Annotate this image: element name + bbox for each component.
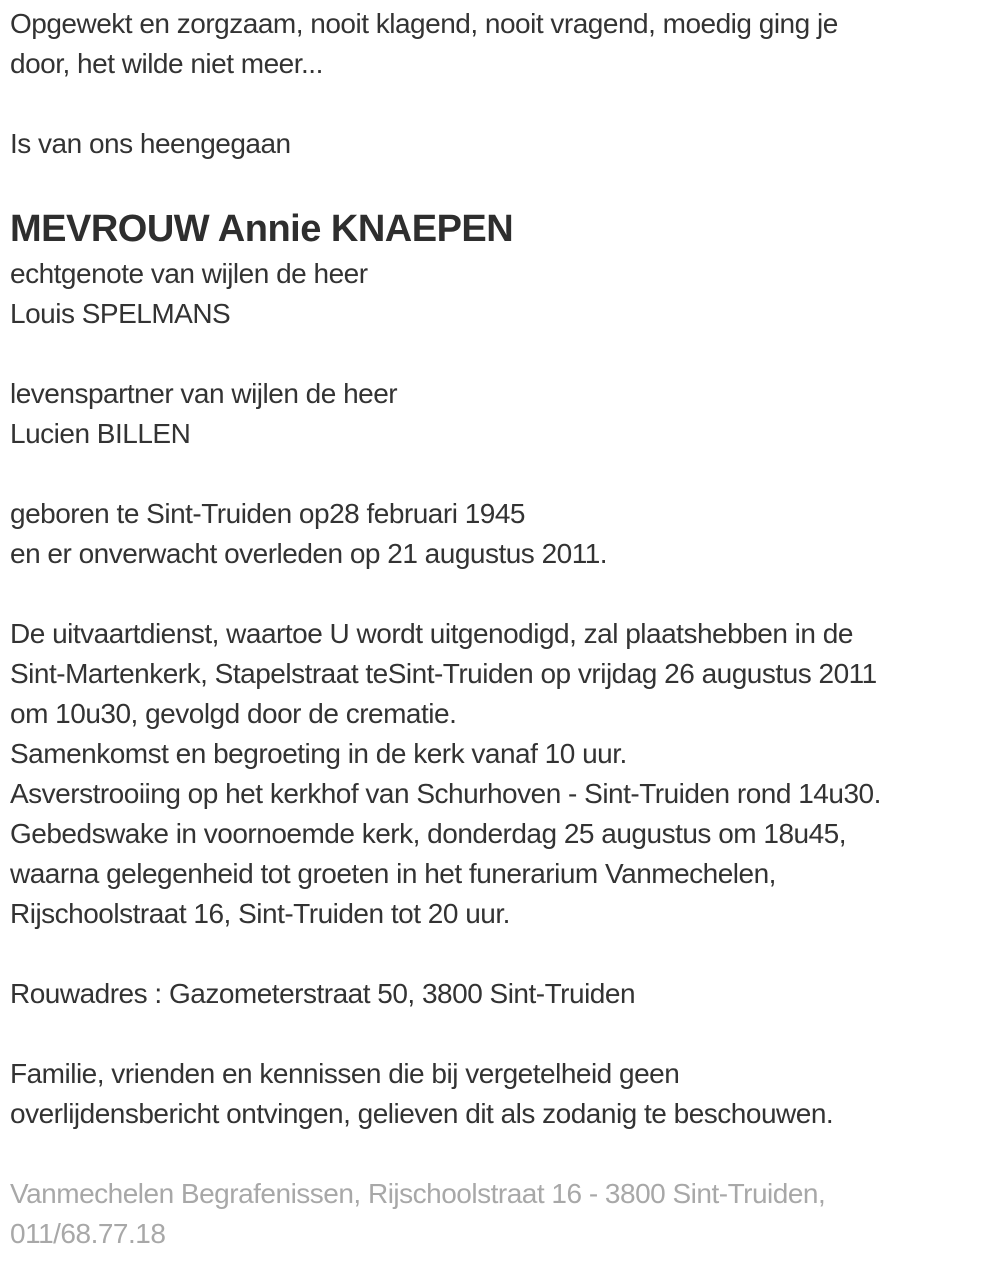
mourning-address: Rouwadres : Gazometerstraat 50, 3800 Sint-Truiden [10, 978, 636, 1009]
service-line: waarna gelegenheid tot groeten in het funerarium Vanmechelen, [10, 858, 776, 889]
service-line: Rijschoolstraat 16, Sint-Truiden tot 20 uur. [10, 898, 510, 929]
service-line: Gebedswake in voornoemde kerk, donderdag 25 augustus om 18u45, [10, 818, 847, 849]
deceased-name: MEVROUW Annie KNAEPEN [10, 208, 514, 250]
service-line: De uitvaartdienst, waartoe U wordt uitgenodigd, zal plaatshebben in de [10, 618, 853, 649]
memorial-quote [10, 4, 992, 84]
notice-line: Familie, vrienden en kennissen die bij vergetelheid geen [10, 1058, 680, 1089]
service-line: om 10u30, gevolgd door de crematie. [10, 698, 457, 729]
funeral-home-phone: 011/68.77.18 [10, 1218, 166, 1249]
funeral-home-address: Vanmechelen Begrafenissen, Rijschoolstraat 16 - 3800 Sint-Truiden, [10, 1178, 826, 1209]
quote-line: Opgewekt en zorgzaam, nooit klagend, nooit vragend, moedig ging je [10, 8, 838, 39]
deceased-block [10, 204, 992, 334]
funeral-home-footer [10, 1174, 992, 1254]
notice-block [10, 1054, 992, 1134]
funeral-service-block [10, 614, 992, 934]
spouse-intro: echtgenote van wijlen de heer [10, 258, 368, 289]
service-line: Asverstrooiing op het kerkhof van Schurhoven - Sint-Truiden rond 14u30. [10, 778, 881, 809]
birth-line: geboren te Sint-Truiden op28 februari 1945 [10, 498, 525, 529]
mourning-address-block [10, 974, 992, 1014]
partner-intro: levenspartner van wijlen de heer [10, 378, 398, 409]
partner-name: Lucien BILLEN [10, 418, 191, 449]
partner-block [10, 374, 992, 454]
service-line: Samenkomst en begroeting in de kerk vanaf 10 uur. [10, 738, 627, 769]
life-dates-block [10, 494, 992, 574]
spouse-name: Louis SPELMANS [10, 298, 231, 329]
notice-line: overlijdensbericht ontvingen, gelieven dit als zodanig te beschouwen. [10, 1098, 834, 1129]
announcement-text: Is van ons heengegaan [10, 128, 291, 159]
passing-announcement [10, 124, 992, 164]
death-line: en er onverwacht overleden op 21 augustus 2011. [10, 538, 608, 569]
quote-line: door, het wilde niet meer... [10, 48, 323, 79]
service-line: Sint-Martenkerk, Stapelstraat teSint-Truiden op vrijdag 26 augustus 2011 [10, 658, 877, 689]
